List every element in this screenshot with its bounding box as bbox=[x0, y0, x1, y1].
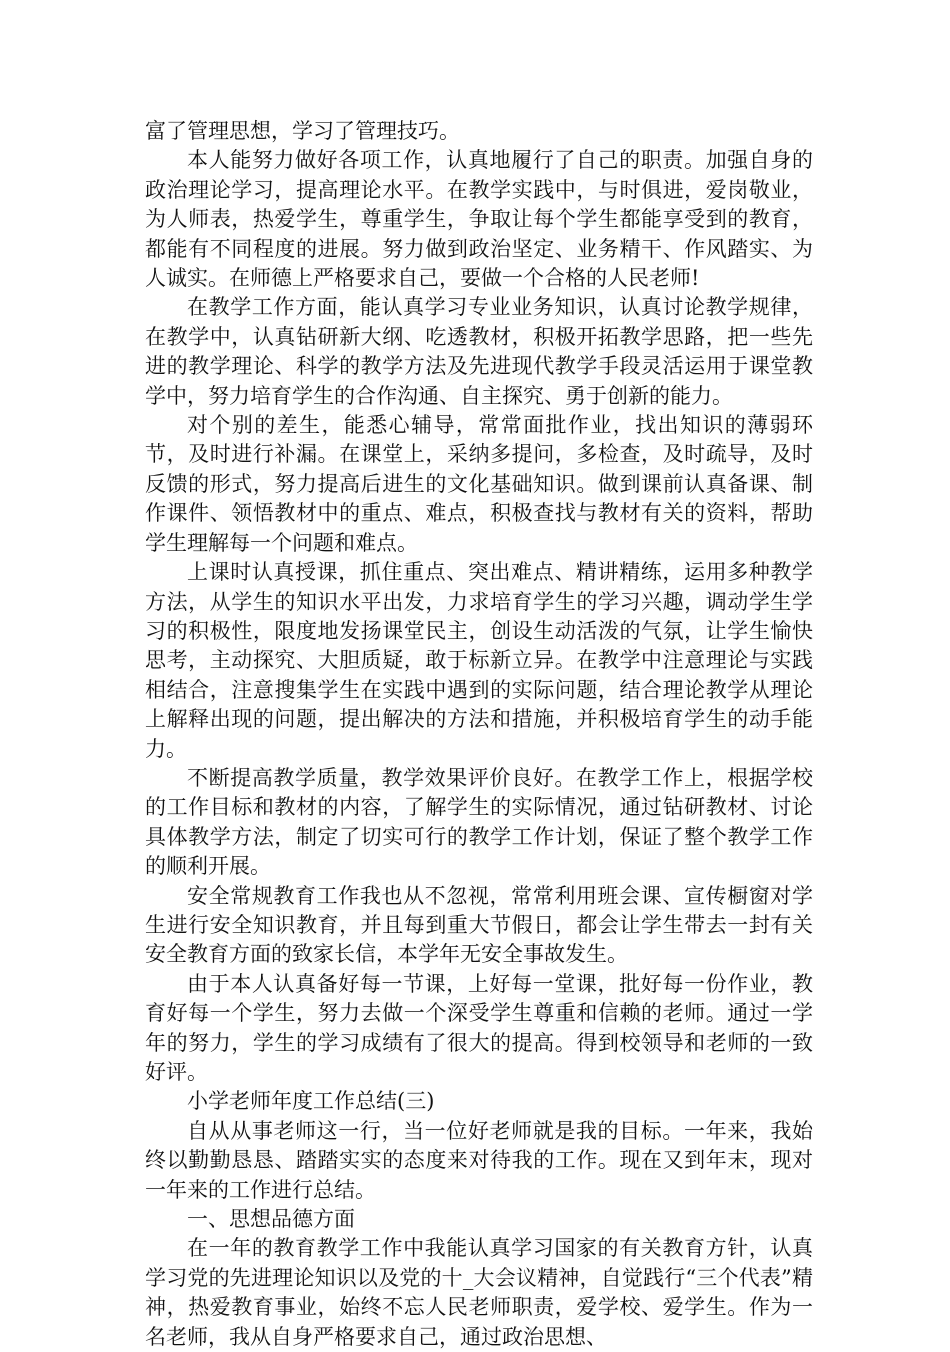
paragraph-teaching-work: 在教学工作方面，能认真学习专业业务知识，认真讨论教学规律，在教学中，认真钻研新大纲、吃透教材，积极开拓教学思路，把一些先进的教学理论、科学的教学方法及先进现代教学手段灵活运用于课堂教学中，努力培育学生的合作沟通、自主探究、勇于创新的能力。 bbox=[145, 295, 813, 408]
section-title: 小学老师年度工作总结(三) bbox=[187, 1089, 435, 1114]
paragraph-tutoring: 对个别的差生，能悉心辅导，常常面批作业，找出知识的薄弱环节，及时进行补漏。在课堂上，采纳多提问，多检查，及时疏导，及时反馈的形式，努力提高后进生的文化基础知识。做到课前认真备课、制作课件、领悟教材中的重点、难点，积极查找与教材有关的资料，帮助学生理解每一个问题和难点。 bbox=[145, 413, 813, 555]
paragraph-results: 由于本人认真备好每一节课，上好每一堂课，批好每一份作业，教育好每一个学生，努力去做一个深受学生尊重和信赖的老师。通过一学年的努力，学生的学习成绩有了很大的提高。得到校领导和老师的一致好评。 bbox=[145, 971, 813, 1084]
paragraph-classroom: 上课时认真授课，抓住重点、突出难点、精讲精练，运用多种教学方法，从学生的知识水平出发，力求培育学生的学习兴趣，调动学生学习的积极性，限度地发扬课堂民主，创设生动活泼的气氛，让学生愉快思考，主动探究、大胆质疑，敢于标新立异。在教学中注意理论与实践相结合，注意搜集学生在实践中遇到的实际问题，结合理论教学从理论上解释出现的问题，提出解决的方法和措施，并积极培育学生的动手能力。 bbox=[145, 560, 813, 761]
subsection-heading: 一、思想品德方面 bbox=[187, 1207, 355, 1232]
paragraph-ideology: 在一年的教育教学工作中我能认真学习国家的有关教育方针，认真学习党的先进理论知识以及党的十_大会议精神，自觉践行“三个代表”精神，热爱教育事业，始终不忘人民老师职责，爱学校、爱学生。作为一名老师，我从自身严格要求自己，通过政治思想、 bbox=[145, 1236, 813, 1349]
paragraph-safety: 安全常规教育工作我也从不忽视，常常利用班会课、宣传橱窗对学生进行安全知识教育，并且每到重大节假日，都会让学生带去一封有关安全教育方面的致家长信，本学年无安全事故发生。 bbox=[145, 883, 813, 967]
paragraph-intro: 自从从事老师这一行，当一位好老师就是我的目标。一年来，我始终以勤勤恳恳、踏踏实实的态度来对待我的工作。现在又到年末，现对一年来的工作进行总结。 bbox=[145, 1118, 813, 1202]
paragraph-continued: 富了管理思想，学习了管理技巧。 bbox=[145, 119, 460, 143]
document-page bbox=[145, 117, 813, 1352]
paragraph-duties: 本人能努力做好各项工作，认真地履行了自己的职责。加强自身的政治理论学习，提高理论水平。在教学实践中，与时俱进，爱岗敬业，为人师表，热爱学生，尊重学生，争取让每个学生都能享受到的教育，都能有不同程度的进展。努力做到政治坚定、业务精干、作风踏实、为人诚实。在师德上严格要求自己，要做一个合格的人民老师! bbox=[145, 148, 813, 291]
paragraph-quality: 不断提高教学质量，教学效果评价良好。在教学工作上，根据学校的工作目标和教材的内容，了解学生的实际情况，通过钻研教材、讨论具体教学方法，制定了切实可行的教学工作计划，保证了整个教学工作的顺利开展。 bbox=[145, 765, 813, 879]
